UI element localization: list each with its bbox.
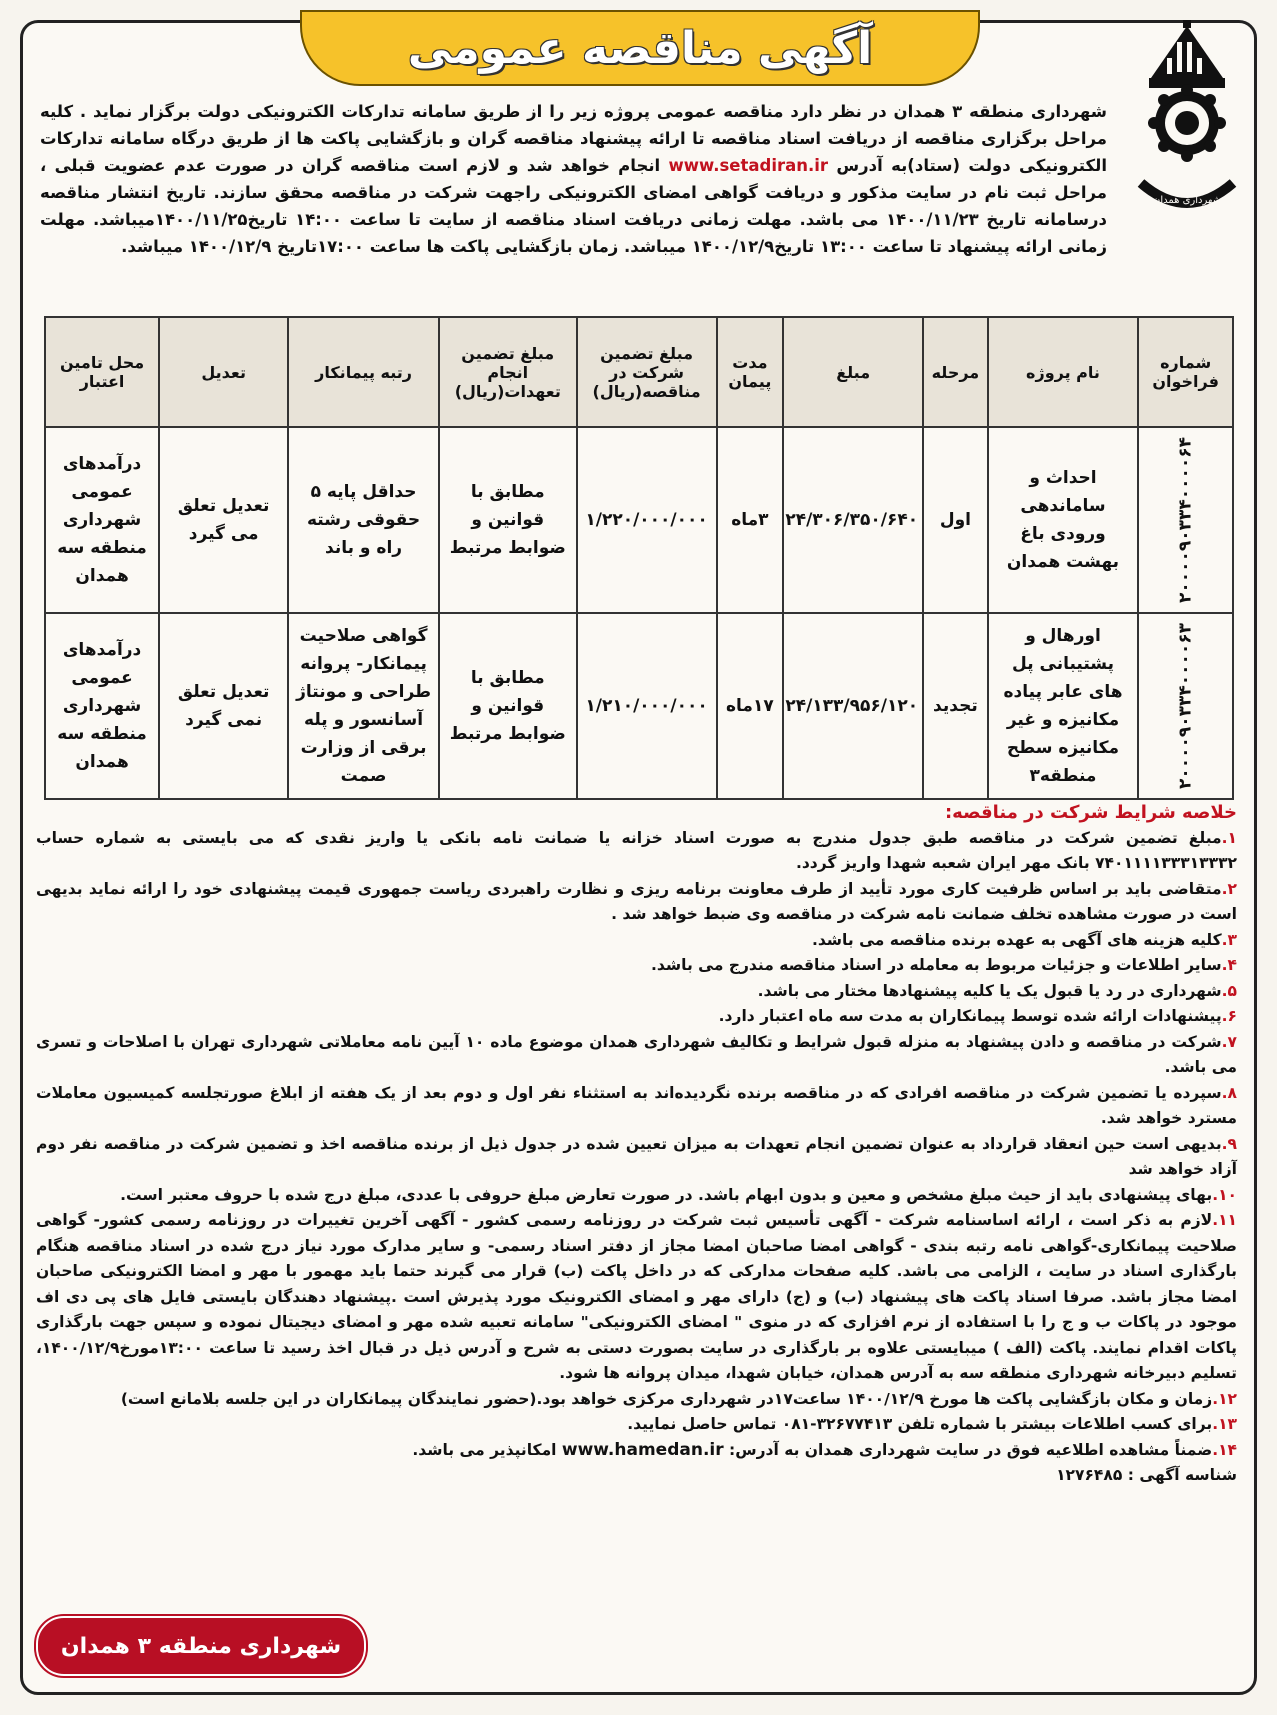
- conditions-section: [36, 800, 1237, 1489]
- condition-item: ۱.مبلغ تضمین شرکت در مناقصه طبق جدول مندرج به صورت اسناد خزانه یا ضمانت نامه بانکی یا واریز نقدی که می بایستی به شماره حساب ۷۴۰۱۱۱۱۳۳۳۱۳۳۳۲ بانک مهر ایران شعبه شهدا واریز گردد.: [36, 828, 1237, 872]
- condition-item: ۲.متقاضی باید بر اساس ظرفیت کاری مورد تأیید از طرف معاونت برنامه ریزی و نظارت راهبردی ریاست جمهوری قیمت پیشنهادی خود را ارائه نماید بدیهی است در صورت مشاهده تخلف ضمانت نامه شرکت در مناقصه وی ضبط خواهد شد .: [36, 879, 1237, 923]
- badge-label: شهرداری منطقه ۳ همدان: [60, 1633, 342, 1659]
- table-row: [45, 613, 1233, 799]
- cell-bid-guarantee: ۱/۲۱۰/۰۰۰/۰۰۰: [577, 613, 717, 799]
- table-header-row: [45, 317, 1233, 427]
- intro-text-2: انجام خواهد شد و لازم است مناقصه گران در صورت عدم عضویت قبلی ، مراحل ثبت نام در سایت مذکور و دریافت گواهی امضای الکترونیکی راجهت شرکت در مناقصه محقق سازند. تاریخ انتشار مناقصه درسامانه تاریخ ۱۴۰۰/۱۱/۲۳ می باشد. مهلت زمانی دریافت اسناد مناقصه از سایت تا ساعت ۱۴:۰۰ تاریخ۱۴۰۰/۱۱/۲۵میباشد. مهلت زمانی ارائه پیشنهاد تا ساعت ۱۳:۰۰ تاریخ۱۴۰۰/۱۲/۹ میباشد. زمان بازگشایی پاکت ها ساعت ۱۷:۰۰تاریخ ۱۴۰۰/۱۲/۹ میباشد.: [40, 156, 1108, 256]
- condition-item: ۱۱.لازم به ذکر است ، ارائه اساسنامه شرکت - آگهی تأسیس ثبت شرکت در روزنامه رسمی کشور - آگهی آخرین تغییرات در روزنامه رسمی کشور- گواهی صلاحیت پیمانکاری-گواهی نامه رتبه بندی - گواهی امضا صاحبان امضا مجاز از دفتر اسناد رسمی- و سایر مدارک مورد نیاز درج شده در اسناد مناقصه هنگام بارگذاری اسناد در سایت ، الزامی می باشد. کلیه صفحات مدارکی که در داخل پاکت (ب) قرار می گیرند حتما باید مهمور با مهر و امضا الکترونیکی صاحبان امضا مجاز باشد. صرفا اسناد پاکت های پیشنهاد (ب) و (ج) دارای مهر و امضای الکترونیک مورد پذیرش است .پیشنهاد دهندگان بایستی فایل های پی دی اف موجود در پاکات ب و ج را با استفاده از نرم افزاری که در منوی " امضای الکترونیکی" سامانه تعبیه شده مهر و امضای دیجیتال نموده و سپس جهت بارگذاری پاکات اقدام نمایند. پاکت (الف ) میبایستی علاوه بر بارگذاری در سایت بصورت دستی به شرح و آدرس ذیل در قبال اخذ رسید تا ساعت ۱۳:۰۰مورخ۱۴۰۰/۱۲/۹، تسلیم دبیرخانه شهرداری منطقه سه به آدرس همدان، خیابان شهدا، میدان پروانه ها شود.: [36, 1211, 1237, 1382]
- cell-amount: ۲۴/۳۰۶/۳۵۰/۶۴۰: [783, 427, 923, 613]
- th-project-name: نام پروژه: [988, 317, 1139, 427]
- hamedan-link[interactable]: www.hamedan.ir: [561, 1439, 724, 1460]
- condition-item: ۱۴.ضمناً مشاهده اطلاعیه فوق در سایت شهرداری همدان به آدرس: www.hamedan.ir امکانپذیر می باشد.: [412, 1439, 1237, 1460]
- cell-funding-source: درآمدهای عمومی شهرداری منطقه سه همدان: [45, 427, 159, 613]
- condition-item: ۶.پیشنهادات ارائه شده توسط پیمانکاران به مدت سه ماه اعتبار دارد.: [718, 1007, 1237, 1025]
- th-duration: مدت پیمان: [717, 317, 784, 427]
- conditions-heading: خلاصه شرایط شرکت در مناقصه:: [944, 802, 1237, 823]
- title-banner: [300, 10, 980, 86]
- ad-id: شناسه آگهی : ۱۲۷۶۴۸۵: [1056, 1466, 1237, 1484]
- cell-contractor-grade: گواهی صلاحیت پیمانکار- پروانه طراحی و مونتاژ آسانسور و پله برقی از وزارت صمت: [288, 613, 439, 799]
- th-performance-guarantee: مبلغ تضمین انجام تعهدات(ریال): [439, 317, 577, 427]
- cell-funding-source: درآمدهای عمومی شهرداری منطقه سه همدان: [45, 613, 159, 799]
- cell-call-number: ۲۰۰۰۰۹۰۳۳۴۰۰۰۰۶۴: [1138, 427, 1233, 613]
- page-title: آگهی مناقصه عمومی: [407, 22, 873, 74]
- th-adjustment: تعدیل: [159, 317, 288, 427]
- condition-item: ۱۲.زمان و مکان بازگشایی پاکت ها مورخ ۱۴۰۰/۱۲/۹ ساعت۱۷در شهرداری مرکزی خواهد بود.(حضور نمایندگان پیمانکاران در این جلسه بلامانع است): [120, 1389, 1237, 1408]
- municipality-logo: [1127, 18, 1247, 228]
- cell-call-number: ۲۰۰۰۰۹۰۳۳۴۰۰۰۰۶۳: [1138, 613, 1233, 799]
- cell-adjustment: تعدیل تعلق می گیرد: [159, 427, 288, 613]
- cell-contractor-grade: حداقل پایه ۵ حقوقی رشته راه و باند: [288, 427, 439, 613]
- th-bid-guarantee: مبلغ تضمین شرکت در مناقصه(ریال): [577, 317, 717, 427]
- setadiran-link[interactable]: www.setadiran.ir: [668, 156, 829, 175]
- cell-project-name: احداث و ساماندهی ورودی باغ بهشت همدان: [988, 427, 1139, 613]
- cell-performance-guarantee: مطابق با قوانین و ضوابط مرتبط: [439, 613, 577, 799]
- condition-item: ۱۰.بهای پیشنهادی باید از حیث مبلغ مشخص و معین و بدون ابهام باشد. در صورت تعارض مبلغ حروفی با عددی، مبلغ درج شده با حروف معتبر است.: [120, 1185, 1237, 1204]
- municipality-badge: [36, 1616, 366, 1676]
- condition-item: ۱۳.برای کسب اطلاعات بیشتر با شماره تلفن ۳۲۶۷۷۴۱۳-۰۸۱ تماس حاصل نمایید.: [627, 1415, 1237, 1433]
- th-funding-source: محل تامین اعتبار: [45, 317, 159, 427]
- th-call-number: شماره فراخوان: [1138, 317, 1233, 427]
- condition-item: ۴.سایر اطلاعات و جزئیات مربوط به معامله در اسناد مناقصه مندرج می باشد.: [651, 956, 1237, 974]
- th-amount: مبلغ: [783, 317, 923, 427]
- intro-text-1: شهرداری منطقه ۳ همدان در نظر دارد مناقصه عمومی پروژه زیر را از طریق سامانه تدارکات الکترونیکی دولت برگزار نماید . کلیه مراحل برگزاری مناقصه از دریافت اسناد مناقصه تا ارائه پیشنهاد مناقصه گران و بازگشایی پاکت ها از طریق درگاه سامانه تدارکات الکترونیکی دولت (ستاد)به آدرس: [40, 102, 1107, 175]
- condition-item: ۵.شهرداری در رد یا قبول یک یا کلیه پیشنهادها مختار می باشد.: [757, 981, 1237, 1000]
- cell-performance-guarantee: مطابق با قوانین و ضوابط مرتبط: [439, 427, 577, 613]
- intro-paragraph: [40, 98, 1107, 260]
- condition-item: ۳.کلیه هزینه های آگهی به عهده برنده مناقصه می باشد.: [811, 930, 1237, 949]
- cell-duration: ۳ماه: [717, 427, 784, 613]
- cell-amount: ۲۴/۱۳۳/۹۵۶/۱۲۰: [783, 613, 923, 799]
- tender-table: [44, 316, 1234, 800]
- th-stage: مرحله: [923, 317, 988, 427]
- cell-project-name: اورهال و پشتیبانی پل های عابر پیاده مکانیزه و غیر مکانیزه سطح منطقه۳: [988, 613, 1139, 799]
- cell-stage: تجدید: [923, 613, 988, 799]
- cell-adjustment: تعدیل تعلق نمی گیرد: [159, 613, 288, 799]
- condition-item: ۸.سپرده یا تضمین شرکت در مناقصه افرادی که در مناقصه برنده نگردیده‌اند به استثناء نفر اول و دوم بعد از یک هفته از ابلاغ صورتجلسه کمیسیون معاملات مسترد خواهد شد.: [36, 1083, 1237, 1127]
- condition-item: ۷.شرکت در مناقصه و دادن پیشنهاد به منزله قبول شرایط و تکالیف شهرداری همدان موضوع ماده ۱۰ آیین نامه معاملاتی شهرداری تهران با اصلاحات و تسری می باشد.: [36, 1032, 1237, 1076]
- cell-stage: اول: [923, 427, 988, 613]
- th-contractor-grade: رتبه پیمانکار: [288, 317, 439, 427]
- logo-caption: شهرداری همدان: [1153, 195, 1221, 206]
- condition-item: ۹.بدیهی است حین انعقاد قرارداد به عنوان تضمین انجام تعهدات به میزان تعیین شده در جدول ذیل از برنده مناقصه اخذ و تضمین شرکت در مناقصه نفر دوم آزاد خواهد شد: [36, 1134, 1237, 1178]
- cell-bid-guarantee: ۱/۲۲۰/۰۰۰/۰۰۰: [577, 427, 717, 613]
- table-row: [45, 427, 1233, 613]
- cell-duration: ۱۷ماه: [717, 613, 784, 799]
